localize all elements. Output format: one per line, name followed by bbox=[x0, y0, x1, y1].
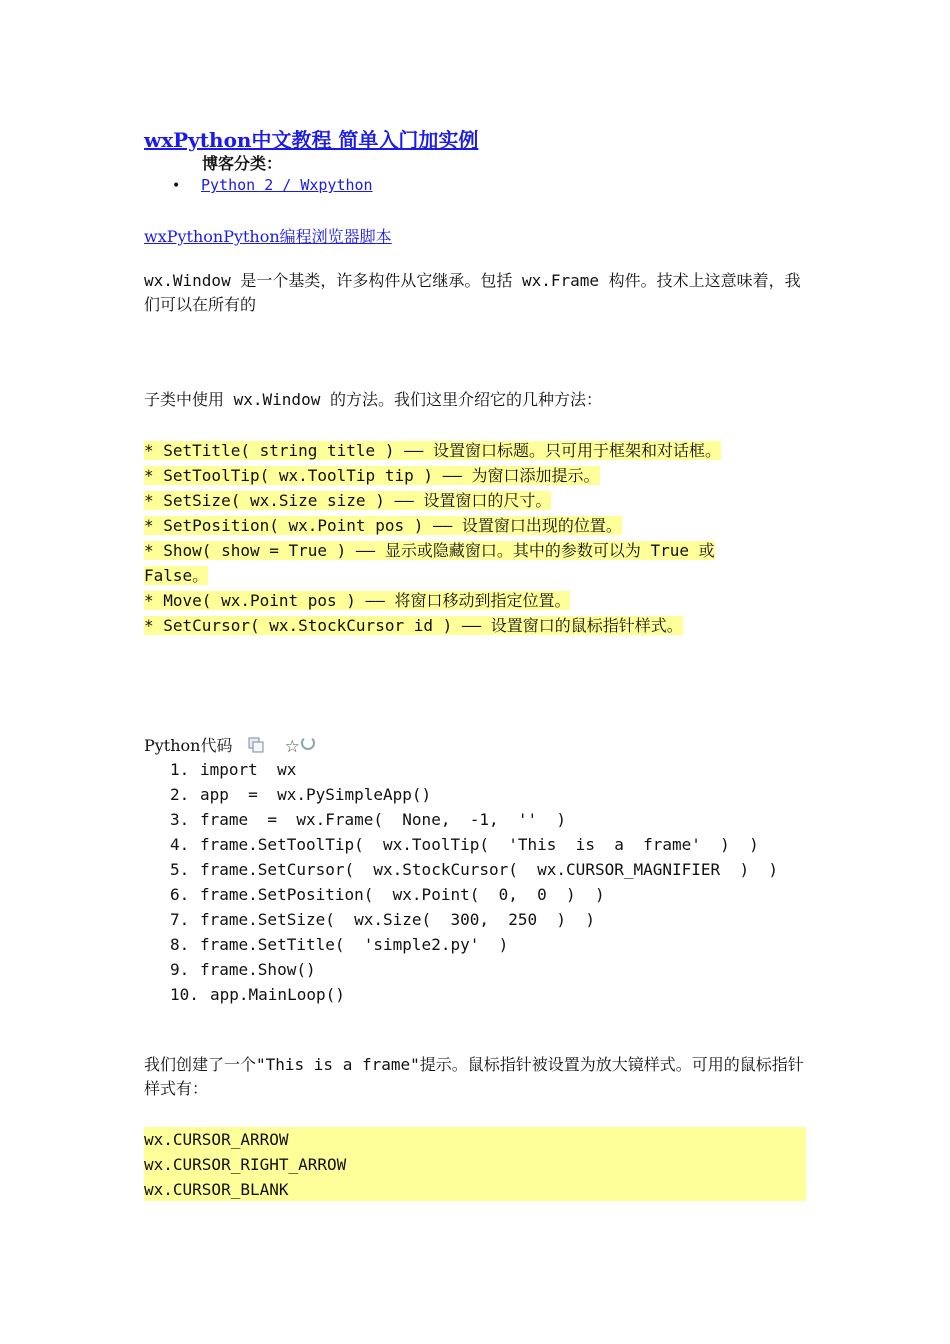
code-line: 2. app = wx.PySimpleApp() bbox=[170, 785, 432, 804]
code-line: 4. frame.SetToolTip( wx.ToolTip( 'This is a frame' ) ) bbox=[170, 835, 759, 854]
code-line: 7. frame.SetSize( wx.Size( 300, 250 ) ) bbox=[170, 910, 595, 929]
category-link[interactable]: Python 2 / Wxpython bbox=[201, 176, 373, 194]
outro-paragraph: 我们创建了一个"This is a frame"提示。鼠标指针被设置为放大镜样式。可用的鼠标指针样式有： bbox=[144, 1055, 804, 1098]
intro-paragraph-2: 子类中使用 wx.Window 的方法。我们这里介绍它的几种方法： bbox=[144, 390, 602, 409]
method-item: * Move( wx.Point pos ) —— 将窗口移动到指定位置。 bbox=[144, 591, 571, 610]
page-title[interactable]: wxPython中文教程 简单入门加实例 bbox=[144, 128, 479, 152]
code-line: 6. frame.SetPosition( wx.Point( 0, 0 ) ) bbox=[170, 885, 605, 904]
code-line: 3. frame = wx.Frame( None, -1, '' ) bbox=[170, 810, 567, 829]
code-line: 5. frame.SetCursor( wx.StockCursor( wx.CURSOR_MAGNIFIER ) ) bbox=[170, 860, 778, 879]
method-item: * SetCursor( wx.StockCursor id ) —— 设置窗口的鼠标指针样式。 bbox=[144, 616, 683, 635]
star-icon[interactable]: ☆ bbox=[284, 737, 300, 757]
cursor-item: wx.CURSOR_RIGHT_ARROW bbox=[144, 1155, 347, 1174]
code-heading-label: Python代码 bbox=[144, 736, 233, 755]
code-line: 8. frame.SetTitle( 'simple2.py' ) bbox=[170, 935, 509, 954]
code-line: 1. import wx bbox=[170, 760, 297, 779]
code-line: 9. frame.Show() bbox=[170, 960, 316, 979]
method-item: * SetPosition( wx.Point pos ) —— 设置窗口出现的位置。 bbox=[144, 516, 622, 535]
method-item: * SetTitle( string title ) —— 设置窗口标题。只可用于框架和对话框。 bbox=[144, 441, 721, 460]
loading-icon bbox=[301, 736, 315, 750]
code-line: 10. app.MainLoop() bbox=[170, 985, 345, 1004]
method-item: * SetSize( wx.Size size ) —— 设置窗口的尺寸。 bbox=[144, 491, 552, 510]
method-item: * SetToolTip( wx.ToolTip tip ) —— 为窗口添加提示。 bbox=[144, 466, 600, 485]
code-listing bbox=[170, 757, 778, 1007]
category-label: 博客分类： bbox=[202, 154, 283, 173]
copy-icon[interactable] bbox=[248, 737, 264, 753]
cursor-item: wx.CURSOR_BLANK bbox=[144, 1180, 289, 1199]
tags-link[interactable]: wxPythonPython编程浏览器脚本 bbox=[144, 227, 392, 246]
intro-paragraph-1: wx.Window 是一个基类，许多构件从它继承。包括 wx.Frame 构件。技术上这意味着，我们可以在所有的 bbox=[144, 271, 801, 314]
cursor-list bbox=[144, 1127, 806, 1201]
cursor-item: wx.CURSOR_ARROW bbox=[144, 1130, 289, 1149]
code-heading bbox=[144, 733, 315, 757]
method-item: * Show( show = True ) —— 显示或隐藏窗口。其中的参数可以为 True 或 bbox=[144, 541, 715, 560]
methods-list bbox=[144, 438, 721, 638]
category-bullet: • bbox=[172, 178, 181, 194]
method-item: False。 bbox=[144, 566, 209, 585]
